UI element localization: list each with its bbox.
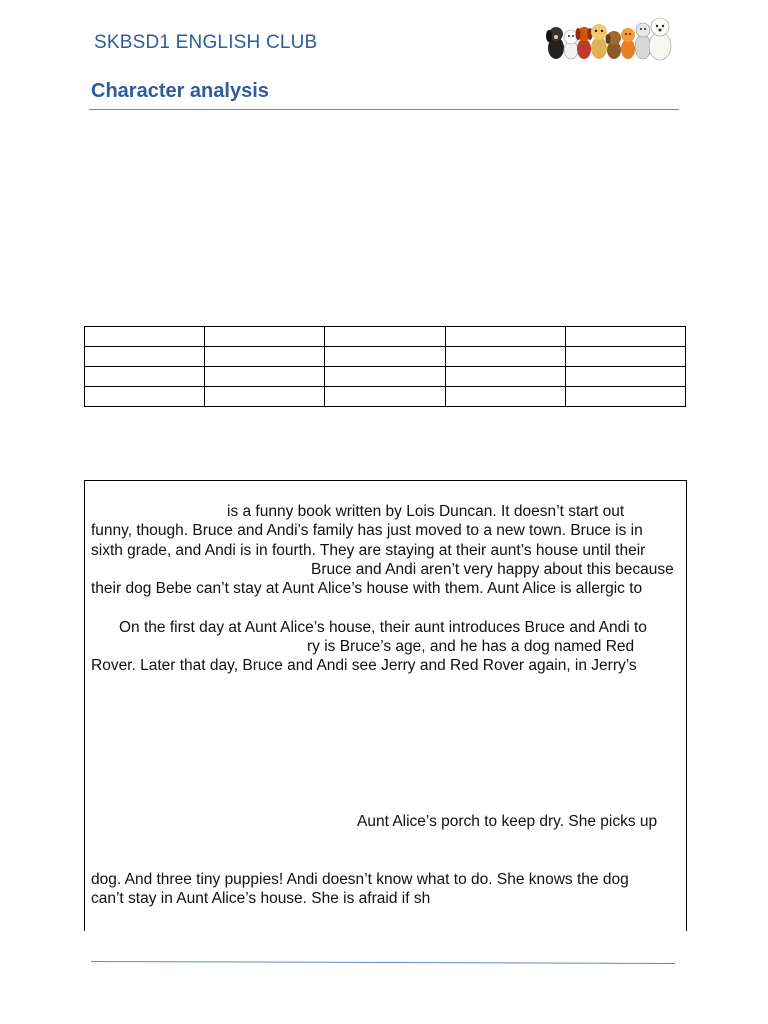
section-title: Character analysis — [91, 80, 269, 102]
club-title: SKBSD1 ENGLISH CLUB — [94, 32, 318, 53]
table-cell[interactable] — [85, 387, 205, 407]
table-cell[interactable] — [85, 347, 205, 367]
table-cell[interactable] — [205, 367, 325, 387]
table-row — [85, 327, 686, 347]
story-line: Aunt Alice’s porch to keep dry. She picks up — [357, 813, 658, 830]
table-cell[interactable] — [205, 347, 325, 367]
table-cell[interactable] — [445, 327, 565, 347]
table-row — [85, 387, 686, 407]
table-cell[interactable] — [85, 327, 205, 347]
table-cell[interactable] — [325, 367, 445, 387]
footer-divider — [91, 961, 675, 964]
story-line: ry is Bruce’s age, and he has a dog named Red — [307, 638, 635, 655]
story-line: dog. And three tiny puppies! Andi doesn’t know what to do. She knows the dog — [91, 871, 629, 888]
dogs-group-icon — [544, 12, 676, 62]
analysis-table — [84, 326, 686, 407]
table-cell[interactable] — [565, 367, 685, 387]
title-divider — [89, 109, 679, 110]
table-row — [85, 347, 686, 367]
table-cell[interactable] — [325, 347, 445, 367]
table-cell[interactable] — [565, 387, 685, 407]
story-line: Rover. Later that day, Bruce and Andi see Jerry and Red Rover again, in Jerry’s — [91, 657, 637, 674]
story-line: Bruce and Andi aren’t very happy about this because — [311, 561, 674, 578]
story-line: sixth grade, and Andi is in fourth. They are staying at their aunt’s house until their — [91, 542, 646, 559]
table-cell[interactable] — [205, 327, 325, 347]
table-row — [85, 367, 686, 387]
table-cell[interactable] — [85, 367, 205, 387]
table-cell[interactable] — [565, 327, 685, 347]
story-text-box — [84, 480, 687, 931]
story-line: funny, though. Bruce and Andi’s family has just moved to a new town. Bruce is in — [91, 522, 643, 539]
story-line: On the first day at Aunt Alice’s house, their aunt introduces Bruce and Andi to — [119, 619, 647, 636]
story-line: is a funny book written by Lois Duncan. It doesn’t start out — [227, 503, 625, 520]
table-cell[interactable] — [325, 387, 445, 407]
table-cell[interactable] — [325, 327, 445, 347]
table-cell[interactable] — [445, 347, 565, 367]
table-cell[interactable] — [445, 387, 565, 407]
table-cell[interactable] — [445, 367, 565, 387]
table-cell[interactable] — [565, 347, 685, 367]
table-cell[interactable] — [205, 387, 325, 407]
story-line: can’t stay in Aunt Alice’s house. She is afraid if sh — [91, 890, 431, 907]
story-line: their dog Bebe can’t stay at Aunt Alice’s house with them. Aunt Alice is allergic to — [91, 580, 643, 597]
